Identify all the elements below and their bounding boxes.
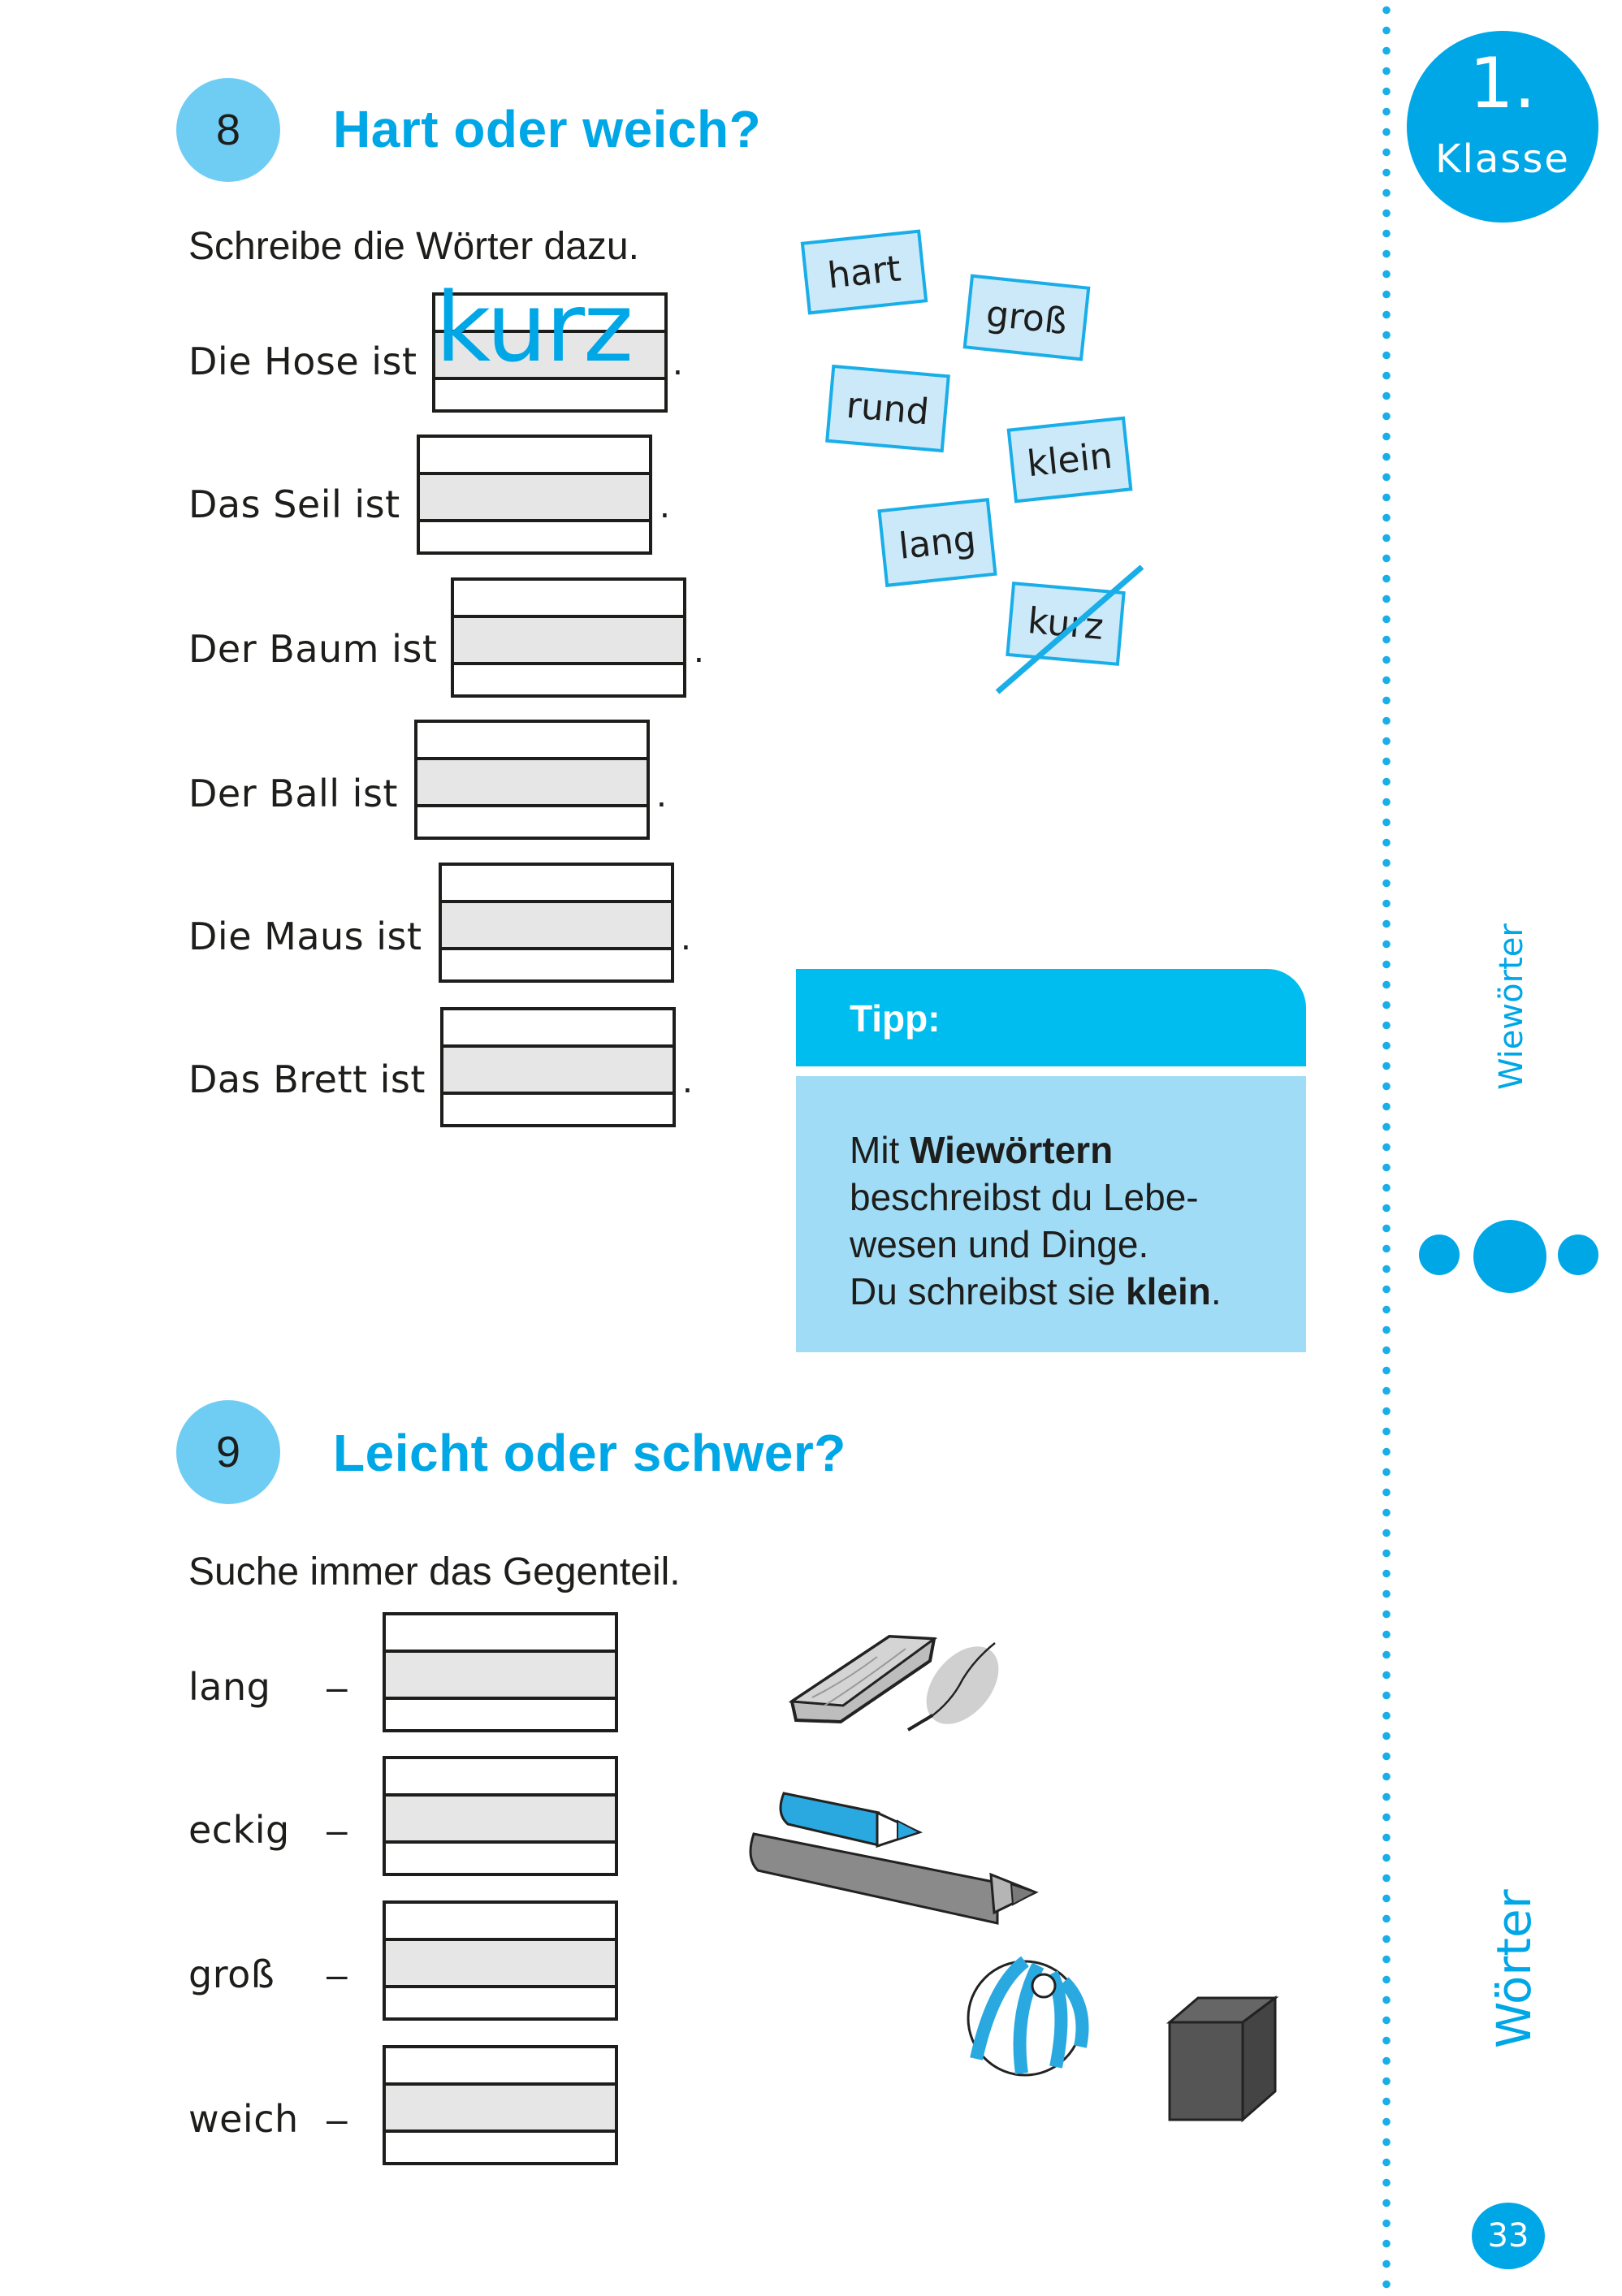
answer-field[interactable] <box>383 2045 618 2165</box>
word-card-kurz-crossed[interactable]: kurz <box>1006 582 1125 666</box>
exercise-number: 9 <box>215 1428 241 1477</box>
writing-line-band <box>386 1650 615 1700</box>
strike-through-line-icon <box>991 560 1153 698</box>
period: . <box>681 915 691 958</box>
writing-line-band <box>442 900 671 950</box>
sentence-label: Die Hose ist <box>188 339 417 383</box>
tip-header <box>796 969 1306 1066</box>
section-label: Wörter <box>1486 1889 1542 2048</box>
word-label: eckig <box>188 1808 290 1852</box>
grade-number: 1. <box>1468 43 1537 124</box>
page-number: 33 <box>1472 2203 1545 2269</box>
sentence-label: Die Maus ist <box>188 915 422 958</box>
answer-field[interactable] <box>414 720 650 840</box>
word-label: groß <box>188 1952 275 1996</box>
period: . <box>673 340 683 383</box>
writing-line-band <box>386 1793 615 1844</box>
word-label: weich <box>188 2097 299 2141</box>
answer-field[interactable] <box>439 863 674 983</box>
writing-line-band <box>420 472 649 522</box>
illustrations <box>747 1616 1316 2144</box>
writing-line-band <box>386 2082 615 2133</box>
tip-keyword: klein <box>1126 1270 1211 1312</box>
handwritten-answer: kurz <box>435 271 632 383</box>
period: . <box>694 628 704 670</box>
tip-heading: Tipp: <box>850 997 941 1040</box>
exercise-number-badge <box>176 78 280 182</box>
writing-line-band <box>386 1938 615 1988</box>
tip-text: Mit Wiewörtern beschreibst du Lebe- wesen und Dinge. Du schreibst sie klein. <box>850 1129 1222 1312</box>
answer-field[interactable] <box>432 271 668 413</box>
grade-badge <box>1407 31 1598 223</box>
long-grey-pencil-icon <box>750 1834 1036 1923</box>
dash: – <box>327 1666 348 1708</box>
writing-line-band <box>454 615 683 665</box>
sentence-label: Das Seil ist <box>188 482 400 526</box>
period: . <box>682 1058 693 1100</box>
topic-label: Wiewörter <box>1493 923 1530 1090</box>
sentence-label: Das Brett ist <box>188 1057 426 1101</box>
word-label: lang <box>188 1665 271 1709</box>
answer-field[interactable] <box>383 1756 618 1876</box>
progress-dot-small <box>1419 1234 1460 1275</box>
dotted-divider <box>1382 0 1391 2296</box>
exercise-title: Leicht oder schwer? <box>333 1424 846 1482</box>
answer-field[interactable] <box>417 435 652 555</box>
exercise-instruction: Schreibe die Wörter dazu. <box>188 225 639 268</box>
answer-field[interactable] <box>383 1900 618 2021</box>
period: . <box>656 772 667 815</box>
wooden-board-icon <box>792 1637 934 1722</box>
progress-dot-small <box>1558 1234 1598 1275</box>
word-card-hart[interactable]: hart <box>801 230 928 315</box>
exercise-number: 8 <box>215 106 241 154</box>
answer-field[interactable] <box>383 1612 618 1732</box>
word-card-rund[interactable]: rund <box>825 365 950 452</box>
answer-field[interactable] <box>440 1007 676 1127</box>
word-card-gross[interactable]: groß <box>963 275 1091 361</box>
tip-keyword: Wiewörtern <box>910 1129 1114 1171</box>
grade-label: Klasse <box>1435 136 1570 182</box>
exercise-number-badge <box>176 1400 280 1504</box>
word-card-lang[interactable]: lang <box>877 498 997 587</box>
exercise-instruction: Suche immer das Gegenteil. <box>188 1550 681 1593</box>
stone-cube-icon <box>1170 1998 1275 2120</box>
exercise-title: Hart oder weich? <box>333 100 762 158</box>
sentence-label: Der Baum ist <box>188 627 438 671</box>
short-blue-pencil-icon <box>781 1793 919 1846</box>
sentence-label: Der Ball ist <box>188 772 398 815</box>
beach-ball-icon <box>968 1961 1083 2075</box>
tip-body <box>796 1076 1306 1352</box>
dash: – <box>327 1809 348 1851</box>
writing-line-band <box>417 757 647 807</box>
writing-line-band <box>443 1044 673 1095</box>
progress-dot-active <box>1473 1220 1546 1293</box>
dash: – <box>327 2098 348 2140</box>
period: . <box>660 483 670 525</box>
word-card-klein[interactable]: klein <box>1007 417 1133 504</box>
dash: – <box>327 1953 348 1995</box>
answer-field[interactable] <box>451 577 686 698</box>
